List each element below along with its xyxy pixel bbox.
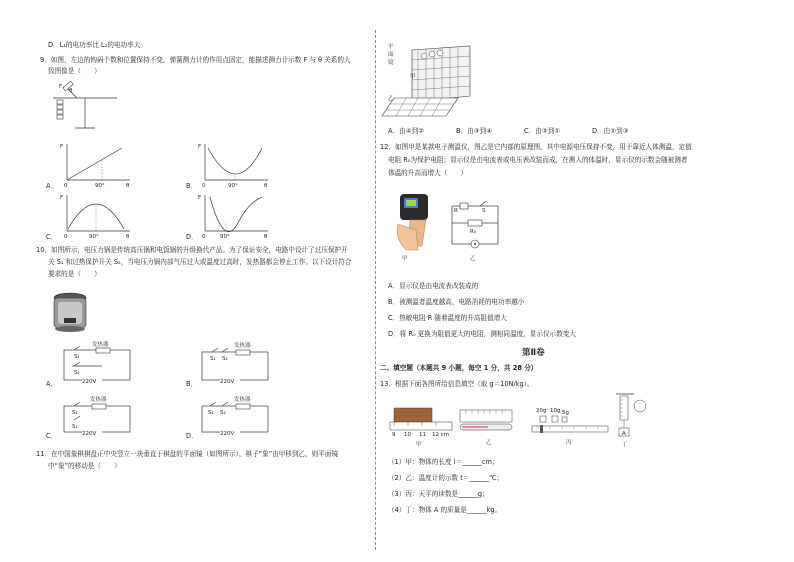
svg-text:90°: 90° xyxy=(89,234,99,240)
q9-option-b[interactable]: B． xyxy=(186,182,198,190)
q11-option-b[interactable]: B．由③到④ xyxy=(456,127,493,135)
svg-text:90°: 90° xyxy=(228,183,238,189)
svg-text:R₀: R₀ xyxy=(470,229,477,235)
thermometer-gun-icon xyxy=(392,190,437,260)
svg-text:S₂: S₂ xyxy=(220,410,226,416)
svg-text:220V: 220V xyxy=(220,431,235,437)
svg-text:乙: 乙 xyxy=(470,256,476,262)
q11-option-c[interactable]: C．由③到① xyxy=(524,127,561,135)
svg-text:S₁: S₁ xyxy=(74,354,80,360)
q13-item-2: （2）乙：温度计的示数 t＝______℃； xyxy=(388,474,504,482)
q11-stem-line1: 11．在中国象棋棋盘正中央竖立一块垂直于棋盘的平面镜（如图所示），棋子“象”由甲移到乙，则平面镜 xyxy=(36,450,339,458)
svg-text:F: F xyxy=(60,195,64,201)
q12-option-d[interactable]: D．将 R₀ 更换为阻值更大的电阻，测相同温度，显示仪示数变大 xyxy=(388,330,576,338)
svg-text:5g: 5g xyxy=(562,410,569,416)
svg-text:A: A xyxy=(622,431,626,437)
svg-text:F: F xyxy=(198,195,202,201)
svg-text:丁: 丁 xyxy=(622,442,628,448)
q9-stem-line2: 致图像是（ ） xyxy=(48,67,101,75)
svg-text:90°: 90° xyxy=(220,234,230,240)
q13-item-3: （3）丙：天平的读数是______g； xyxy=(388,490,489,498)
svg-text:发热器: 发热器 xyxy=(90,397,107,403)
svg-text:0: 0 xyxy=(64,234,68,240)
chessboard-mirror-figure xyxy=(388,42,478,117)
circuit-c xyxy=(62,398,137,438)
q11-option-a[interactable]: A．由④到② xyxy=(388,127,425,135)
q12-stem-line3: 体温的升高而增大（ ） xyxy=(388,169,468,177)
svg-text:11: 11 xyxy=(419,432,426,438)
svg-text:θ: θ xyxy=(264,234,268,240)
svg-text:10: 10 xyxy=(404,432,411,438)
svg-text:甲: 甲 xyxy=(410,74,416,80)
svg-text:面: 面 xyxy=(388,52,394,58)
q13-stem: 13．根据下面各图所给信息填空（取 g＝10N/kg）。 xyxy=(380,380,534,388)
q13-item-1: （1）甲：物体的长度 l＝______cm； xyxy=(388,458,499,466)
svg-text:θ: θ xyxy=(126,234,130,240)
svg-text:S₁: S₁ xyxy=(208,410,214,416)
q12-option-a[interactable]: A．显示仪是由电流表改装成的 xyxy=(388,282,479,290)
svg-text:S₁: S₁ xyxy=(72,410,78,416)
q10-option-d[interactable]: D． xyxy=(186,432,198,440)
q10-option-b[interactable]: B． xyxy=(186,380,198,388)
svg-text:发热器: 发热器 xyxy=(234,343,251,349)
pressure-cooker-icon xyxy=(50,290,90,334)
q10-stem-line1: 10．如图所示，电压力锅是传统高压锅和电饭锅的升级换代产品。为了保证安全，电路中设计了过压保护开 xyxy=(36,246,348,254)
ruler-figure xyxy=(390,404,454,448)
q13-item-4: （4）丁：物体 A 的质量是______kg。 xyxy=(388,506,502,514)
graph-d xyxy=(198,193,270,240)
svg-text:220V: 220V xyxy=(220,379,235,385)
svg-text:S₂: S₂ xyxy=(222,356,228,362)
graph-a xyxy=(60,142,132,189)
circuit-b xyxy=(200,343,275,386)
q10-option-a[interactable]: A． xyxy=(46,380,58,388)
svg-text:S₁: S₁ xyxy=(210,356,216,362)
svg-text:丙: 丙 xyxy=(566,440,572,446)
svg-text:乙: 乙 xyxy=(486,440,492,446)
lever-figure xyxy=(45,86,125,136)
thermometer-circuit xyxy=(448,200,503,260)
svg-text:镜: 镜 xyxy=(388,60,394,66)
q12-stem-line2: 电阻 R₀为保护电阻；显示仪是由电流表或电压表改装而成，在测人的体温时，显示仪的示数会随被测者 xyxy=(388,156,688,164)
graph-c xyxy=(60,193,132,240)
lever-f-label: F xyxy=(59,84,63,90)
thermometer-figure xyxy=(458,406,520,444)
q10-stem-line3: 要求的是（ ） xyxy=(48,270,101,278)
svg-text:9: 9 xyxy=(392,432,396,438)
svg-text:S: S xyxy=(482,208,486,214)
svg-text:发热器: 发热器 xyxy=(92,342,109,348)
q12-option-c[interactable]: C．热敏电阻 R 随着温度的升高阻值增大 xyxy=(388,314,507,322)
q9-option-a[interactable]: A． xyxy=(46,182,58,190)
circuit-a xyxy=(62,342,137,386)
volume-2-title: 第Ⅱ卷 xyxy=(522,348,545,358)
svg-text:F: F xyxy=(198,144,202,150)
svg-text:0: 0 xyxy=(202,183,206,189)
svg-text:θ: θ xyxy=(264,183,268,189)
svg-text:甲: 甲 xyxy=(402,256,408,262)
graph-b xyxy=(198,142,270,189)
q8-option-d: D．L₁的电功率比 L₂的电功率大 xyxy=(48,41,141,49)
q11-option-d[interactable]: D．由①到③ xyxy=(592,127,629,135)
q10-option-c[interactable]: C． xyxy=(46,432,58,440)
svg-text:12 cm: 12 cm xyxy=(432,432,450,438)
circuit-d xyxy=(200,398,275,438)
section-2-heading: 二、填空题（本题共 9 小题，每空 1 分，共 28 分） xyxy=(380,364,538,372)
svg-text:乙: 乙 xyxy=(388,96,394,102)
svg-text:10g: 10g xyxy=(550,408,561,414)
svg-text:θ: θ xyxy=(126,183,130,189)
svg-text:220V: 220V xyxy=(82,379,97,385)
q10-stem-line2: 关 S₁ 和过热保护开关 S₂，当电压力锅内部气压过大或温度过高时，发热器都会停止工作。以下设计符合 xyxy=(48,258,352,266)
svg-text:甲: 甲 xyxy=(416,442,422,448)
svg-text:平: 平 xyxy=(388,44,394,50)
svg-text:F: F xyxy=(60,144,64,150)
lever-theta-label: θ xyxy=(69,88,73,94)
q11-stem-line2: 中“象”的移动是（ ） xyxy=(48,462,121,470)
svg-text:20g: 20g xyxy=(536,408,547,414)
spring-scale-figure xyxy=(614,392,654,448)
svg-text:90°: 90° xyxy=(95,183,105,189)
q9-option-c[interactable]: C． xyxy=(46,233,58,241)
column-divider xyxy=(375,30,376,550)
q9-option-d[interactable]: D． xyxy=(186,233,198,241)
svg-text:S₂: S₂ xyxy=(74,370,80,376)
q12-stem-line1: 12．如图甲是某款电子测温仪，图乙是它内部的原理图，其中电源电压保持不变，用于靠近人体测温，定值 xyxy=(380,143,692,151)
svg-text:0: 0 xyxy=(202,234,206,240)
svg-text:220V: 220V xyxy=(82,431,97,437)
svg-text:0: 0 xyxy=(64,183,68,189)
svg-text:R: R xyxy=(454,208,458,214)
q9-stem-line1: 9．如图，左边的钩码个数和位置保持不变，弹簧测力计的作用点固定，能描述测力计示数 F 与 θ 关系的大 xyxy=(40,56,351,64)
svg-text:S₂: S₂ xyxy=(72,424,78,430)
svg-text:发热器: 发热器 xyxy=(234,397,251,403)
balance-figure xyxy=(528,402,610,444)
q12-option-b[interactable]: B．被测温者温度越高，电路消耗的电功率越小 xyxy=(388,298,525,306)
